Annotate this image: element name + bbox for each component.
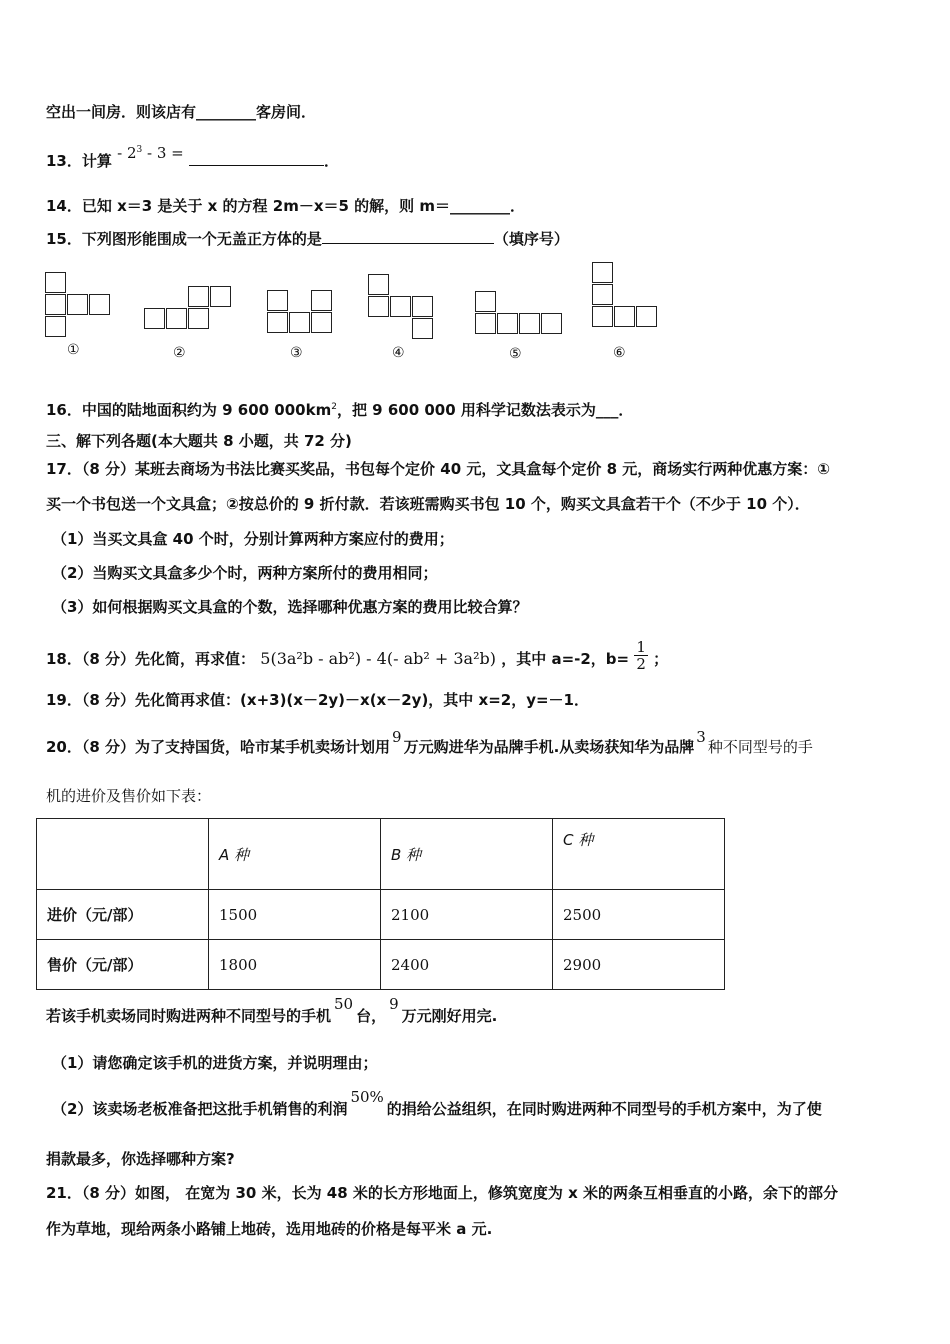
table-cell: 2400 bbox=[381, 940, 553, 990]
q18-expression: 5(3a²b - ab²) - 4(- ab² + 3a²b) bbox=[260, 649, 496, 668]
table-header-b: B 种 bbox=[381, 819, 553, 890]
q20-sub1: （1）请您确定该手机的进货方案，并说明理由； bbox=[52, 1054, 378, 1072]
table-row bbox=[37, 890, 725, 940]
question-16: 16．中国的陆地面积约为 9 600 $000km^2$，把 9 600 000 用科学记数法表示为___． bbox=[46, 401, 634, 419]
q21-line1: 21．（8 分）如图， 在宽为 30 米，长为 48 米的长方形地面上，修筑宽度为 x 米的两条互相垂直的小路，余下的部分 bbox=[46, 1184, 839, 1202]
label-4: ④ bbox=[392, 345, 405, 361]
label-1: ① bbox=[67, 342, 80, 358]
table-cell: 1800 bbox=[209, 940, 381, 990]
table-cell: 2100 bbox=[381, 890, 553, 940]
table-cell bbox=[37, 819, 209, 890]
q15-answer-blank[interactable] bbox=[322, 229, 494, 244]
label-6: ⑥ bbox=[613, 345, 626, 361]
q20-line2: 机的进价及售价如下表： bbox=[46, 787, 212, 805]
table-cell: 2900 bbox=[553, 940, 725, 990]
table-cell: 2500 bbox=[553, 890, 725, 940]
text-line-top: 空出一间房．则该店有________客房间． bbox=[46, 103, 317, 121]
table-header-c: C 种 bbox=[553, 819, 725, 890]
table-row-label: 售价（元/部） bbox=[37, 940, 209, 990]
q18-fraction: $\frac{1}{2}$ bbox=[636, 638, 646, 673]
q17-line2: 买一个书包送一个文具盒；②按总价的 9 折付款．若该班需购买书包 10 个，购买文具盒若干个（不少于 10 个）． bbox=[46, 495, 810, 513]
table-header-row bbox=[37, 819, 725, 890]
q13-expression: - $2^3 - 3$ = bbox=[117, 144, 184, 162]
table-cell: 1500 bbox=[209, 890, 381, 940]
label-2: ② bbox=[173, 345, 186, 361]
q17-sub3: （3）如何根据购买文具盒的个数，选择哪种优惠方案的费用比较合算？ bbox=[52, 598, 528, 616]
q20-after-table: 若该手机卖场同时购进两种不同型号的手机50台，9万元刚好用完. bbox=[46, 995, 498, 1025]
table-header-a: A 种 bbox=[209, 819, 381, 890]
price-table bbox=[36, 818, 725, 990]
question-15: 15．下列图形能围成一个无盖正方体的是 （填序号） bbox=[46, 230, 569, 248]
section-3-heading: 三、解下列各题(本大题共 8 小题，共 72 分) bbox=[46, 432, 352, 450]
q17-line1: 17．（8 分）某班去商场为书法比赛买奖品，书包每个定价 40 元，文具盒每个定价 8 元，商场实行两种优惠方案：① bbox=[46, 460, 830, 478]
table-row-label: 进价（元/部） bbox=[37, 890, 209, 940]
question-13: 13．计算 - $2^3 - 3$ = ． bbox=[46, 144, 339, 170]
q20-sub2-cont: 捐款最多，你选择哪种方案? bbox=[46, 1150, 235, 1168]
label-3: ③ bbox=[290, 345, 303, 361]
label-5: ⑤ bbox=[509, 346, 522, 362]
question-14: 14．已知 x＝3 是关于 x 的方程 2m－x＝5 的解，则 m＝________． bbox=[46, 197, 526, 215]
q13-answer-blank[interactable] bbox=[189, 151, 324, 166]
table-row bbox=[37, 940, 725, 990]
q17-sub2: （2）当购买文具盒多少个时，两种方案所付的费用相同； bbox=[52, 564, 438, 582]
q20-line1: 20．（8 分）为了支持国货，哈市某手机卖场计划用9万元购进华为品牌手机.从卖场获知华为品牌3种不同型号的手 bbox=[46, 728, 813, 756]
q13-number: 13．计算 bbox=[46, 152, 112, 170]
q17-sub1: （1）当买文具盒 40 个时，分别计算两种方案应付的费用； bbox=[52, 530, 454, 548]
q20-sub2: （2）该卖场老板准备把这批手机销售的利润50%的捐给公益组织，在同时购进两种不同型号的手机方案中，为了使 bbox=[52, 1088, 822, 1118]
q21-line2: 作为草地，现给两条小路铺上地砖，选用地砖的价格是每平米 a 元. bbox=[46, 1220, 493, 1238]
question-19: 19．（8 分）先化简再求值：(x+3)(x－2y)－x(x－2y)，其中 x=2，y=－1． bbox=[46, 691, 589, 709]
question-18: 18．（8 分）先化简，再求值： 5(3a²b - ab²) - 4(- ab² + 3a²b) ，其中 a=-2，b= $\frac{1}{2}$ ； bbox=[46, 638, 669, 673]
